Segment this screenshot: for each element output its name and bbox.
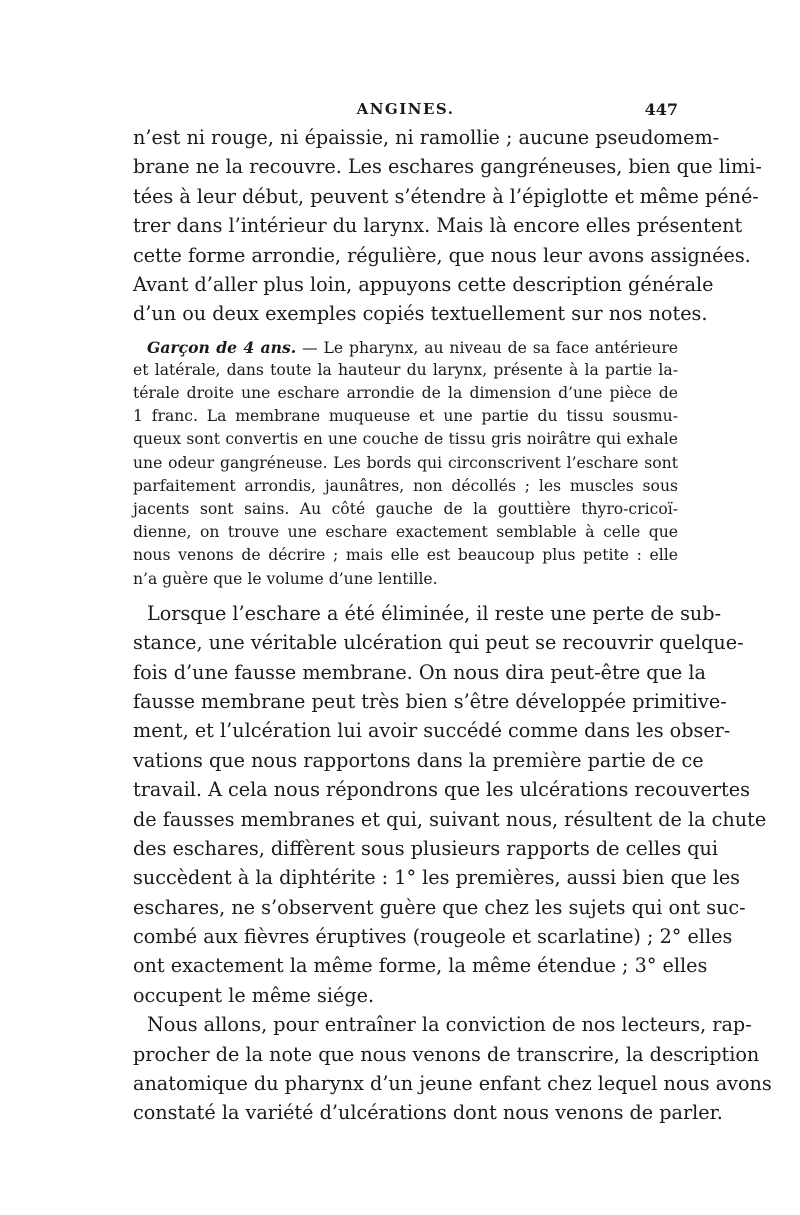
text-line: trer dans l’intérieur du larynx. Mais là encore elles présentent xyxy=(133,214,743,238)
body-text xyxy=(133,123,772,1128)
text-line: ont exactement la même forme, la même étendue ; 3° elles xyxy=(133,954,708,978)
paragraph-conclusion xyxy=(133,1010,772,1128)
text-line: n’a guère que le volume d’une lentille. xyxy=(133,569,438,588)
text-line: d’un ou deux exemples copiés textuellement sur nos notes. xyxy=(133,302,708,326)
text-line xyxy=(133,336,678,359)
text-line: ment, et l’ulcération lui avoir succédé comme dans les obser- xyxy=(133,719,731,743)
paragraph-continuation xyxy=(133,123,762,329)
text-line: nous venons de décrire ; mais elle est beaucoup plus petite : elle xyxy=(133,546,678,565)
text-line: Nous allons, pour entraîner la conviction de nos lecteurs, rap- xyxy=(147,1013,752,1037)
page-number: 447 xyxy=(644,100,678,119)
text-line: térale droite une eschare arrondie de la dimension d’une pièce de xyxy=(133,384,678,403)
text-line: eschares, ne s’observent guère que chez les sujets qui ont suc- xyxy=(133,895,746,919)
text-line: et latérale, dans toute la hauteur du larynx, présente à la partie la- xyxy=(133,360,678,379)
text-line: combé aux fièvres éruptives (rougeole et scarlatine) ; 2° elles xyxy=(133,925,733,949)
text-line: une odeur gangréneuse. Les bords qui circonscrivent l’eschare sont xyxy=(133,453,678,472)
text-line: cette forme arrondie, régulière, que nous leur avons assignées. xyxy=(133,243,751,267)
text-line: Lorsque l’eschare a été éliminée, il reste une perte de sub- xyxy=(147,601,722,625)
text-line: constaté la variété d’ulcérations dont nous venons de parler. xyxy=(133,1101,723,1125)
text-line: tées à leur début, peuvent s’étendre à l’épiglotte et même péné- xyxy=(133,184,759,208)
text-line: queux sont convertis en une couche de tissu gris noirâtre qui exhale xyxy=(133,430,678,449)
running-head xyxy=(133,100,678,124)
text-line: fausse membrane peut très bien s’être développée primitive- xyxy=(133,689,727,713)
text-line: occupent le même siége. xyxy=(133,983,375,1007)
running-title: ANGINES. xyxy=(356,100,455,118)
text-line: jacents sont sains. Au côté gauche de la gouttière thyro-cricoï- xyxy=(133,500,678,519)
text-line: anatomique du pharynx d’un jeune enfant chez lequel nous avons xyxy=(133,1072,772,1096)
text-line: dienne, on trouve une eschare exactement semblable à celle que xyxy=(133,523,678,542)
text-line: brane ne la recouvre. Les eschares gangréneuses, bien que limi- xyxy=(133,155,762,179)
paragraph-ulceration xyxy=(133,599,767,1010)
text-line: travail. A cela nous répondrons que les ulcérations recouvertes xyxy=(133,778,750,802)
text-line: de fausses membranes et qui, suivant nous, résultent de la chute xyxy=(133,807,767,831)
text-line: fois d’une fausse membrane. On nous dira peut-être que la xyxy=(133,660,706,684)
text-line: procher de la note que nous venons de transcrire, la description xyxy=(133,1042,760,1066)
text-line: stance, une véritable ulcération qui peut se recouvrir quelque- xyxy=(133,631,744,655)
text-line: vations que nous rapportons dans la première partie de ce xyxy=(133,748,704,772)
text-line: Avant d’aller plus loin, appuyons cette description générale xyxy=(133,272,714,296)
case-note-first-line: — Le pharynx, au niveau de sa face antérieure xyxy=(296,338,679,357)
text-line: des eschares, diffèrent sous plusieurs rapports de celles qui xyxy=(133,836,719,860)
text-line: parfaitement arrondis, jaunâtres, non décollés ; les muscles sous xyxy=(133,476,678,495)
case-note xyxy=(133,336,678,591)
case-note-lead: Garçon de 4 ans. xyxy=(147,337,297,357)
text-line: n’est ni rouge, ni épaissie, ni ramollie ; aucune pseudomem- xyxy=(133,126,720,149)
text-line: succèdent à la diphtérite : 1° les premières, aussi bien que les xyxy=(133,866,741,890)
text-line: 1 franc. La membrane muqueuse et une partie du tissu sousmu- xyxy=(133,407,678,426)
